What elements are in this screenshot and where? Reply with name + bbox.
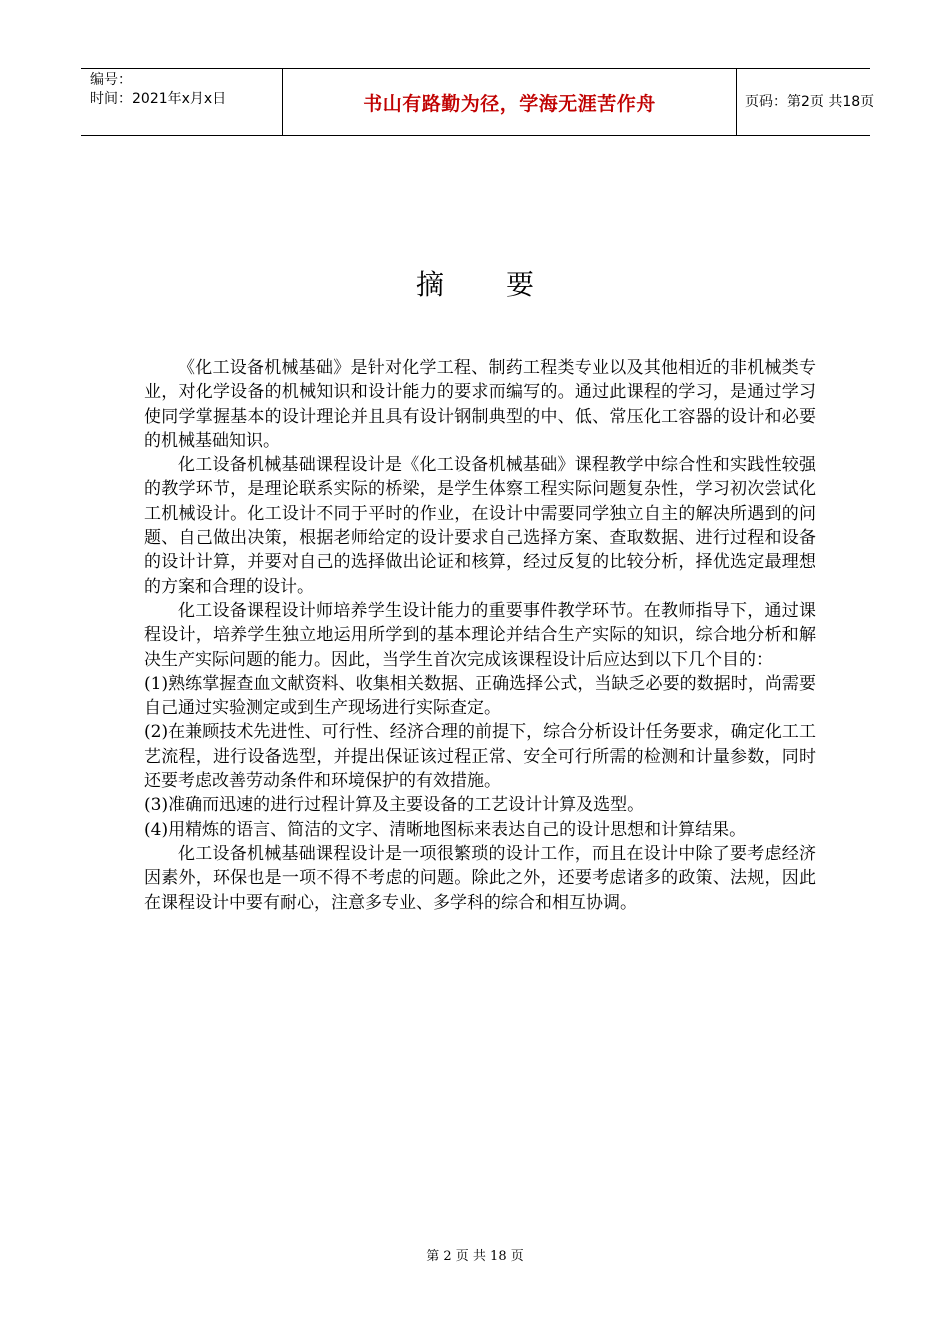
page-title xyxy=(0,266,950,304)
header-page-cell xyxy=(737,69,875,135)
page-info: 页码：第2页 共18页 xyxy=(745,94,875,110)
abstract-body xyxy=(144,356,816,915)
motto-text: 书山有路勤为径，学海无涯苦作舟 xyxy=(363,93,656,115)
list-item: (2)在兼顾技术先进性、可行性、经济合理的前提下，综合分析设计任务要求，确定化工工艺流程，进行设备选型，并提出保证该过程正常、安全可行所需的检测和计量参数，同时还要考虑改善劳动条件和环境保护的有效措施。 xyxy=(144,722,816,792)
page-header xyxy=(81,68,875,136)
paragraph: 化工设备课程设计师培养学生设计能力的重要事件教学环节。在教师指导下，通过课程设计，培养学生独立地运用所学到的基本理论并结合生产实际的知识，综合地分析和解决生产实际问题的能力。因此，当学生首次完成该课程设计后应达到以下几个目的： xyxy=(144,600,816,670)
paragraph: 《化工设备机械基础》是针对化学工程、制药工程类专业以及其他相近的非机械类专业，对化学设备的机械知识和设计能力的要求而编写的。通过此课程的学习，是通过学习使同学掌握基本的设计理论并且具有设计钢制典型的中、低、常压化工容器的设计和必要的机械基础知识。 xyxy=(144,358,816,451)
list-item: (1)熟练掌握查血文献资料、收集相关数据、正确选择公式，当缺乏必要的数据时，尚需要自己通过实验测定或到生产现场进行实际查定。 xyxy=(144,673,816,719)
title-char-1: 摘 xyxy=(415,268,444,301)
number-label: 编号： xyxy=(90,72,132,88)
list-item: (4)用精炼的语言、简洁的文字、清晰地图标来表达自己的设计思想和计算结果。 xyxy=(144,819,747,840)
paragraph: 化工设备机械基础课程设计是一项很繁琐的设计工作，而且在设计中除了要考虑经济因素外，环保也是一项不得不考虑的问题。除此之外，还要考虑诸多的政策、法规，因此在课程设计中要有耐心，注意多专业、多学科的综合和相互协调。 xyxy=(144,843,816,913)
header-left-cell xyxy=(81,69,283,135)
paragraph: 化工设备机械基础课程设计是《化工设备机械基础》课程教学中综合性和实践性较强的教学环节，是理论联系实际的桥梁，是学生体察工程实际问题复杂性，学习初次尝试化工机械设计。化工设计不同于平时的作业，在设计中需要同学独立自主的解决所遇到的问题、自己做出决策，根据老师给定的设计要求自己选择方案、查取数据、进行过程和设备的设计计算，并要对自己的选择做出论证和核算，经过反复的比较分析，择优选定最理想的方案和合理的设计。 xyxy=(144,455,816,597)
page-footer: 第 2 页 共 18 页 xyxy=(426,1249,524,1264)
header-motto-cell xyxy=(283,69,737,135)
list-item: (3)准确而迅速的进行过程计算及主要设备的工艺设计计算及选型。 xyxy=(144,795,645,816)
date-label: 时间：2021年x月x日 xyxy=(90,91,227,107)
title-char-2: 要 xyxy=(506,268,535,301)
